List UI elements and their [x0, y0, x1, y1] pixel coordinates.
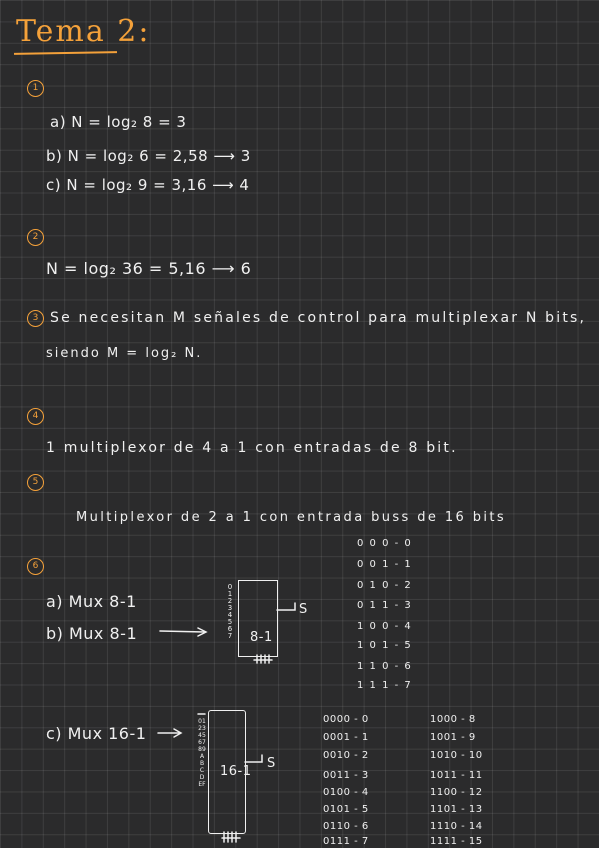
table-row: 1 1 0 - 6: [357, 661, 413, 672]
exercise-4-number: 4: [27, 408, 44, 425]
ex1-line-c: c) N = log₂ 9 = 3,16 ⟶ 4: [46, 176, 250, 194]
ex5-line: Multiplexor de 2 a 1 con entrada buss de 16 bits: [76, 510, 507, 525]
table-row: 1 1 1 - 7: [357, 680, 413, 691]
table-row: 1111 - 15: [430, 836, 483, 847]
mux16-select-line-icon: [245, 755, 262, 762]
mux16-input-labels: 0123456789ABCDEF: [198, 718, 206, 788]
ex6-line-c: c) Mux 16-1: [46, 724, 147, 743]
mux8-select-label: S: [299, 602, 308, 617]
table-row: 1 0 1 - 5: [357, 640, 413, 651]
table-row: 0101 - 5: [323, 804, 369, 815]
mux8-block: [238, 580, 278, 657]
ex4-line: 1 multiplexor de 4 a 1 con entradas de 8 bit.: [46, 440, 458, 456]
ex1-line-b: b) N = log₂ 6 = 2,58 ⟶ 3: [46, 147, 251, 165]
arrow-b-icon: [160, 631, 205, 632]
table-row: 0001 - 1: [323, 732, 369, 743]
exercise-1-number: 1: [27, 80, 44, 97]
table-row: 1110 - 14: [430, 821, 483, 832]
table-row: 0110 - 6: [323, 821, 369, 832]
ex1-line-a: a) N = log₂ 8 = 3: [50, 113, 187, 131]
exercise-6-number: 6: [27, 558, 44, 575]
mux8-label: 8-1: [250, 630, 273, 645]
ex2-line: N = log₂ 36 = 5,16 ⟶ 6: [46, 259, 252, 278]
mux16-label: 16-1: [220, 764, 252, 779]
table-row: 0 0 0 - 0: [357, 538, 413, 549]
ex6-line-a: a) Mux 8-1: [46, 592, 137, 611]
table-row: 0100 - 4: [323, 787, 369, 798]
mux8-input-labels: 01234567: [227, 583, 233, 640]
table-row: 1011 - 11: [430, 770, 483, 781]
table-row: 0 1 1 - 3: [357, 600, 413, 611]
table-row: 0 1 0 - 2: [357, 580, 413, 591]
exercise-5-number: 5: [27, 474, 44, 491]
page-title: Tema 2:: [16, 14, 151, 49]
table-row: 0010 - 2: [323, 750, 369, 761]
table-row: 1000 - 8: [430, 714, 476, 725]
table-row: 1010 - 10: [430, 750, 483, 761]
mux8-select-line-icon: [277, 603, 295, 610]
table-row: 0 0 1 - 1: [357, 559, 413, 570]
table-row: 0011 - 3: [323, 770, 369, 781]
table-row: 1100 - 12: [430, 787, 483, 798]
exercise-2-number: 2: [27, 229, 44, 246]
table-row: 0000 - 0: [323, 714, 369, 725]
table-row: 0111 - 7: [323, 836, 369, 847]
table-row: 1101 - 13: [430, 804, 483, 815]
exercise-3-number: 3: [27, 310, 44, 327]
mux16-select-label: S: [267, 756, 276, 771]
ex6-line-b: b) Mux 8-1: [46, 624, 138, 643]
table-row: 1 0 0 - 4: [357, 621, 413, 632]
ex3-line-2: siendo M = log₂ N.: [46, 346, 203, 361]
ex3-line-1: Se necesitan M señales de control para multiplexar N bits,: [50, 310, 587, 326]
table-row: 1001 - 9: [430, 732, 476, 743]
